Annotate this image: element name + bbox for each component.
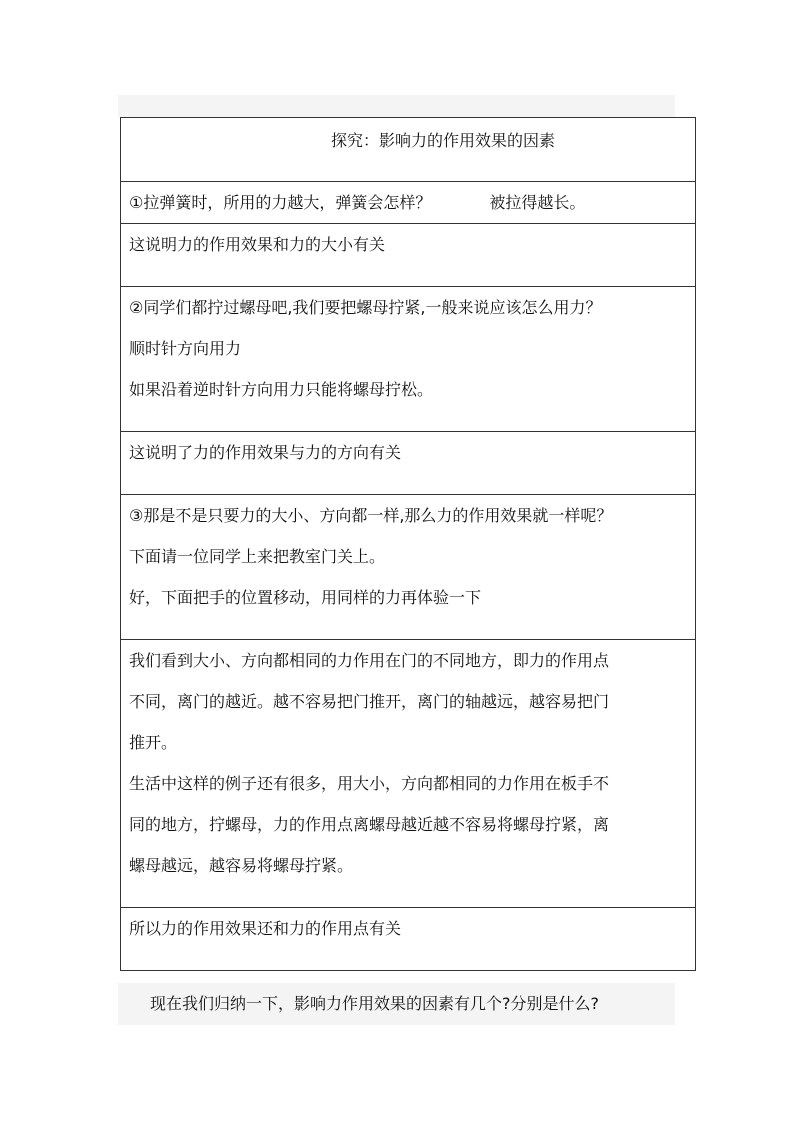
explanation-line: 同的地方，拧螺母，力的作用点离螺母越近越不容易将螺母拧紧，离 <box>129 815 610 834</box>
question-2-answer: 顺时针方向用力 <box>129 339 242 358</box>
table-row <box>121 495 696 640</box>
explanation-cell <box>121 640 696 908</box>
table-row <box>121 118 696 182</box>
table-title: 探究：影响力的作用效果的因素 <box>331 131 556 150</box>
conclusion-3: 所以力的作用效果还和力的作用点有关 <box>129 919 402 938</box>
table-row <box>121 640 696 908</box>
question-1-cell <box>121 182 696 224</box>
table-row <box>121 224 696 287</box>
conclusion-3-cell <box>121 908 696 971</box>
conclusion-2: 这说明了力的作用效果与力的方向有关 <box>129 443 402 462</box>
question-3-line-3: 好，下面把手的位置移动，用同样的力再体验一下 <box>129 588 482 607</box>
summary-question: 现在我们归纳一下，影响力作用效果的因素有几个?分别是什么? <box>150 994 599 1013</box>
explanation-line: 生活中这样的例子还有很多，用大小，方向都相同的力作用在板手不 <box>129 774 610 793</box>
title-cell <box>121 118 696 182</box>
question-1-answer: 被拉得越长。 <box>489 193 586 212</box>
question-2: ②同学们都拧过螺母吧,我们要把螺母拧紧,一般来说应该怎么用力？ <box>129 298 602 317</box>
table-row <box>121 432 696 495</box>
question-2-note: 如果沿着逆时针方向用力只能将螺母拧松。 <box>129 380 434 399</box>
question-1 <box>129 182 687 223</box>
conclusion-1-cell <box>121 224 696 287</box>
conclusion-2-cell <box>121 432 696 495</box>
question-3: ③那是不是只要力的大小、方向都一样,那么力的作用效果就一样呢？ <box>129 506 613 525</box>
conclusion-1: 这说明力的作用效果和力的大小有关 <box>129 235 386 254</box>
top-shading <box>118 95 675 117</box>
question-1-text: ①拉弹簧时，所用的力越大，弹簧会怎样？ <box>129 193 432 212</box>
table-row <box>121 182 696 224</box>
inquiry-table <box>120 117 696 971</box>
table-row <box>121 908 696 971</box>
explanation-line: 我们看到大小、方向都相同的力作用在门的不同地方，即力的作用点 <box>129 651 610 670</box>
table-row <box>121 287 696 432</box>
explanation-line: 不同，离门的越近。越不容易把门推开，离门的轴越远，越容易把门 <box>129 692 610 711</box>
question-3-line-2: 下面请一位同学上来把教室门关上。 <box>129 547 386 566</box>
question-3-cell <box>121 495 696 640</box>
explanation-line: 推开。 <box>129 733 178 752</box>
explanation-line: 螺母越远，越容易将螺母拧紧。 <box>129 856 354 875</box>
question-2-cell <box>121 287 696 432</box>
